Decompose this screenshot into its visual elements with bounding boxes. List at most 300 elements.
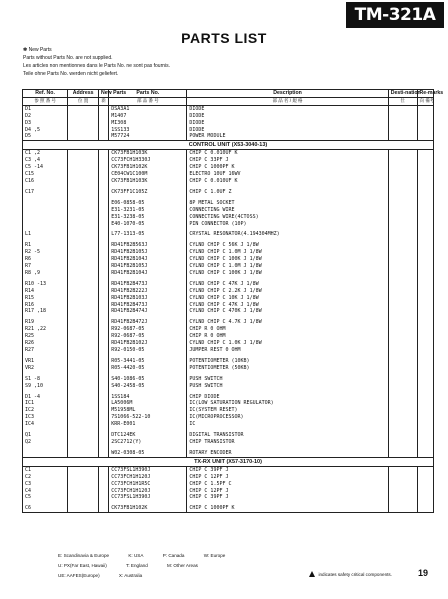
table-row (23, 358, 434, 365)
address-cell (68, 127, 99, 134)
remarks-cell (417, 488, 434, 495)
table-row (23, 113, 434, 120)
description-cell: POWER MODULE (187, 133, 388, 140)
destination-cell (388, 400, 417, 407)
remarks-cell (417, 127, 434, 134)
parts-no-cell: RD41FB2B104J (109, 256, 187, 263)
legend-line (58, 571, 243, 581)
description-cell: JUMPER REST 0 OHM (187, 347, 388, 354)
new-cell (99, 450, 109, 457)
ref-cell: D1 -4 (23, 394, 68, 401)
remarks-cell (417, 365, 434, 372)
new-cell (99, 474, 109, 481)
remarks-cell (417, 214, 434, 221)
header-parts-no: Parts No. (109, 90, 187, 98)
address-cell (68, 358, 99, 365)
header-description: Description (187, 90, 388, 98)
new-cell (99, 171, 109, 178)
ref-cell: C6 (23, 505, 68, 512)
parts-no-cell: RD41FB2B473J (109, 281, 187, 288)
address-cell (68, 214, 99, 221)
description-cell: CONNECTING WIRE(4CTOSS) (187, 214, 388, 221)
description-cell: CYLND CHIP C 470K J 1/8W (187, 308, 388, 315)
destination-cell (388, 288, 417, 295)
parts-no-cell: M57724 (109, 133, 187, 140)
destination-cell (388, 432, 417, 439)
remarks-cell (417, 466, 434, 473)
remarks-cell (417, 178, 434, 185)
ref-cell: R21 ,22 (23, 326, 68, 333)
remarks-cell (417, 383, 434, 390)
parts-no-cell: RD41FB2B472J (109, 319, 187, 326)
table-row (23, 295, 434, 302)
destination-cell (388, 394, 417, 401)
description-cell: CYLND CHIP C 1.0M J 1/8W (187, 249, 388, 256)
new-cell (99, 120, 109, 127)
table-row (23, 319, 434, 326)
parts-no-cell: CK73FB1H103K (109, 178, 187, 185)
new-cell (99, 340, 109, 347)
section-title: TX-RX UNIT (X57-3170-10) (23, 457, 434, 466)
address-cell (68, 383, 99, 390)
ref-cell (23, 214, 68, 221)
description-cell: CHIP C 12PF J (187, 474, 388, 481)
destination-cell (388, 505, 417, 512)
ref-cell: C1 (23, 466, 68, 473)
table-row (23, 214, 434, 221)
address-cell (68, 494, 99, 501)
description-cell: IC(MICROPROCESSOR) (187, 414, 388, 421)
new-cell (99, 133, 109, 140)
legend-item: X: Australia (118, 573, 143, 578)
new-cell (99, 242, 109, 249)
parts-no-cell: R92-0687-05 (109, 333, 187, 340)
destination-cell (388, 407, 417, 414)
parts-no-cell: W02-0308-05 (109, 450, 187, 457)
parts-no-cell: M1407 (109, 113, 187, 120)
table-row (23, 281, 434, 288)
address-cell (68, 171, 99, 178)
address-cell (68, 133, 99, 140)
subheader-remarks: 向 備考 (417, 97, 434, 105)
new-cell (99, 127, 109, 134)
description-cell: CRYSTAL RESONATOR(4.194304MHZ) (187, 231, 388, 238)
remarks-cell (417, 256, 434, 263)
new-cell (99, 281, 109, 288)
remarks-cell (417, 394, 434, 401)
subheader-new: 新 (99, 97, 109, 105)
table-row (23, 200, 434, 207)
new-cell (99, 365, 109, 372)
table-row (23, 414, 434, 421)
remarks-cell (417, 281, 434, 288)
new-cell (99, 207, 109, 214)
ref-cell: R27 (23, 347, 68, 354)
remarks-cell (417, 105, 434, 112)
description-cell: DIODE (187, 127, 388, 134)
description-cell: CHIP TRANSISTOR (187, 439, 388, 446)
remarks-cell (417, 358, 434, 365)
parts-table (22, 89, 444, 513)
remarks-cell (417, 505, 434, 512)
page-title: PARTS LIST (181, 30, 267, 46)
description-cell: ELECTRO 10UF 16WV (187, 171, 388, 178)
new-cell (99, 295, 109, 302)
table-row (23, 178, 434, 185)
legend-item: W: Europe (203, 553, 226, 558)
parts-no-cell: DTC124EK (109, 432, 187, 439)
legend-item: U: PX(Far East, Hawaii) (58, 563, 107, 568)
table-row (23, 383, 434, 390)
destination-cell (388, 295, 417, 302)
parts-no-cell: RD41FB2B222J (109, 288, 187, 295)
destination-cell (388, 302, 417, 309)
destination-cell (388, 263, 417, 270)
table-row (23, 263, 434, 270)
description-cell: ROTARY ENCODER (187, 450, 388, 457)
header-address: Address (68, 90, 99, 98)
table-row (23, 481, 434, 488)
address-cell (68, 439, 99, 446)
address-cell (68, 263, 99, 270)
table-row (23, 231, 434, 238)
new-cell (99, 400, 109, 407)
table-subheader-row (23, 97, 434, 105)
destination-cell (388, 450, 417, 457)
remarks-cell (417, 308, 434, 315)
table-row (23, 450, 434, 457)
ref-cell: R25 (23, 333, 68, 340)
address-cell (68, 178, 99, 185)
subheader-destination: 仕 (388, 97, 417, 105)
parts-no-cell: R05-3441-05 (109, 358, 187, 365)
parts-no-cell: CE04CW1C100M (109, 171, 187, 178)
destination-cell (388, 466, 417, 473)
ref-cell: C5 (23, 494, 68, 501)
address-cell (68, 242, 99, 249)
address-cell (68, 394, 99, 401)
address-cell (68, 365, 99, 372)
address-cell (68, 256, 99, 263)
address-cell (68, 221, 99, 228)
subheader-description: 部 品 名 / 規 格 (187, 97, 388, 105)
destination-cell (388, 333, 417, 340)
ref-cell: R2 -5 (23, 249, 68, 256)
parts-table-body (23, 105, 434, 512)
ref-cell: D5 (23, 133, 68, 140)
table-row (23, 288, 434, 295)
description-cell: CHIP C 39PF J (187, 494, 388, 501)
section-header-row (23, 141, 434, 150)
ref-cell: R17 ,18 (23, 308, 68, 315)
address-cell (68, 207, 99, 214)
parts-no-cell: 7S1066-522-10 (109, 414, 187, 421)
address-cell (68, 157, 99, 164)
destination-cell (388, 421, 417, 428)
ref-cell: C17 (23, 189, 68, 196)
new-cell (99, 308, 109, 315)
ref-cell: C15 (23, 171, 68, 178)
ref-cell: R14 (23, 288, 68, 295)
new-cell (99, 221, 109, 228)
new-cell (99, 256, 109, 263)
ref-cell: R7 (23, 263, 68, 270)
description-cell: DIODE (187, 105, 388, 112)
section-title: CONTROL UNIT (X53-3040-13) (23, 141, 434, 150)
destination-cell (388, 242, 417, 249)
new-cell (99, 333, 109, 340)
parts-no-cell: CC73FCH1H120J (109, 474, 187, 481)
address-cell (68, 474, 99, 481)
address-cell (68, 481, 99, 488)
new-cell (99, 263, 109, 270)
address-cell (68, 347, 99, 354)
parts-no-cell: CC73FCH1H330J (109, 157, 187, 164)
ref-cell: C2 (23, 474, 68, 481)
new-cell (99, 157, 109, 164)
table-row (23, 270, 434, 277)
address-cell (68, 120, 99, 127)
table-row (23, 308, 434, 315)
address-cell (68, 376, 99, 383)
parts-no-cell: KRR-E001 (109, 421, 187, 428)
destination-cell (388, 105, 417, 112)
new-cell (99, 231, 109, 238)
new-cell (99, 383, 109, 390)
parts-no-cell: RD41FB2B103J (109, 295, 187, 302)
description-cell: CHIP DIODE (187, 394, 388, 401)
new-cell (99, 488, 109, 495)
destination-cell (388, 231, 417, 238)
ref-cell: VR1 (23, 358, 68, 365)
new-cell (99, 421, 109, 428)
table-row (23, 242, 434, 249)
table-row (23, 432, 434, 439)
destination-cell (388, 207, 417, 214)
ref-cell (23, 450, 68, 457)
parts-no-cell: CC73FCH1H120J (109, 488, 187, 495)
address-cell (68, 407, 99, 414)
legend-line (58, 551, 243, 561)
destination-cell (388, 326, 417, 333)
address-cell (68, 105, 99, 112)
parts-no-cell: CC73FCH1H1R5C (109, 481, 187, 488)
destination-legend (58, 551, 243, 581)
ref-cell: C3 ,4 (23, 157, 68, 164)
parts-no-cell: RD41FB2B104J (109, 270, 187, 277)
new-cell (99, 432, 109, 439)
destination-cell (388, 249, 417, 256)
table-row (23, 494, 434, 501)
description-cell: CYLND CHIP C 100K J 1/8W (187, 270, 388, 277)
address-cell (68, 113, 99, 120)
destination-cell (388, 308, 417, 315)
remarks-cell (417, 421, 434, 428)
table-row (23, 105, 434, 112)
address-cell (68, 200, 99, 207)
new-cell (99, 200, 109, 207)
table-row (23, 120, 434, 127)
description-cell: CYLND CHIP C 4.7K J 1/8W (187, 319, 388, 326)
ref-cell: R1 (23, 242, 68, 249)
destination-cell (388, 256, 417, 263)
parts-no-cell: S40-1086-05 (109, 376, 187, 383)
parts-no-cell: M51958ML (109, 407, 187, 414)
new-cell (99, 376, 109, 383)
ref-cell: R16 (23, 302, 68, 309)
new-cell (99, 394, 109, 401)
parts-no-cell: CK73FB1H103K (109, 150, 187, 157)
parts-no-cell: LA5006M (109, 400, 187, 407)
description-cell: CHIP C 0.010UF K (187, 178, 388, 185)
destination-cell (388, 133, 417, 140)
header-ref: Ref. No. (23, 90, 68, 98)
description-cell: DIODE (187, 120, 388, 127)
legend-item: P: Canada (162, 553, 185, 558)
remarks-cell (417, 376, 434, 383)
table-row (23, 407, 434, 414)
destination-cell (388, 200, 417, 207)
destination-cell (388, 340, 417, 347)
table-row (23, 340, 434, 347)
table-row (23, 466, 434, 473)
address-cell (68, 295, 99, 302)
parts-no-cell: R92-0150-05 (109, 347, 187, 354)
remarks-cell (417, 340, 434, 347)
ref-cell: IC4 (23, 421, 68, 428)
new-cell (99, 288, 109, 295)
table-row (23, 207, 434, 214)
table-row (23, 421, 434, 428)
table-row (23, 505, 434, 512)
ref-cell: C5 -14 (23, 164, 68, 171)
new-cell (99, 505, 109, 512)
address-cell (68, 270, 99, 277)
address-cell (68, 505, 99, 512)
table-row (23, 157, 434, 164)
description-cell: CHIP C 12PF J (187, 488, 388, 495)
table-row (23, 474, 434, 481)
description-cell: CHIP C 1.0UF Z (187, 189, 388, 196)
description-cell: CONNECTING WIRE (187, 207, 388, 214)
destination-cell (388, 347, 417, 354)
model-label: TM-321A (346, 2, 444, 28)
safety-note-text: indicates safety critical components. (318, 571, 392, 577)
address-cell (68, 231, 99, 238)
table-row (23, 221, 434, 228)
new-cell (99, 481, 109, 488)
description-cell: CHIP C 39PF J (187, 466, 388, 473)
address-cell (68, 302, 99, 309)
address-cell (68, 249, 99, 256)
address-cell (68, 488, 99, 495)
parts-no-cell: CK73FF1C105Z (109, 189, 187, 196)
parts-no-cell: RD41FB2B105J (109, 263, 187, 270)
ref-cell: C4 (23, 488, 68, 495)
destination-cell (388, 127, 417, 134)
description-cell: CHIP C 1000PF K (187, 505, 388, 512)
remarks-cell (417, 171, 434, 178)
address-cell (68, 450, 99, 457)
new-cell (99, 164, 109, 171)
remarks-cell (417, 400, 434, 407)
new-cell (99, 494, 109, 501)
ref-cell: L1 (23, 231, 68, 238)
remarks-cell (417, 150, 434, 157)
new-cell (99, 407, 109, 414)
ref-cell: R8 ,9 (23, 270, 68, 277)
ref-cell: R26 (23, 340, 68, 347)
new-cell (99, 214, 109, 221)
remarks-cell (417, 326, 434, 333)
remarks-cell (417, 288, 434, 295)
ref-cell: R6 (23, 256, 68, 263)
parts-no-cell: CC73FSL1H390J (109, 466, 187, 473)
new-cell (99, 439, 109, 446)
ref-cell: D4 ,5 (23, 127, 68, 134)
table-row (23, 394, 434, 401)
table-row (23, 164, 434, 171)
table-row (23, 171, 434, 178)
ref-cell (23, 200, 68, 207)
address-cell (68, 308, 99, 315)
subheader-address: 位 置 (68, 97, 99, 105)
table-row (23, 333, 434, 340)
legend-item: UE: AAFES(Europe) (58, 573, 100, 578)
table-row (23, 189, 434, 196)
new-cell (99, 105, 109, 112)
parts-no-cell: 1SS133 (109, 127, 187, 134)
address-cell (68, 333, 99, 340)
destination-cell (388, 481, 417, 488)
new-cell (99, 347, 109, 354)
destination-cell (388, 113, 417, 120)
parts-no-cell: RD41FB2B105J (109, 249, 187, 256)
remarks-cell (417, 270, 434, 277)
destination-cell (388, 383, 417, 390)
description-cell: IC(SYSTEM RESET) (187, 407, 388, 414)
new-cell (99, 358, 109, 365)
legend-line (58, 561, 243, 571)
destination-cell (388, 157, 417, 164)
ref-cell: C3 (23, 481, 68, 488)
new-cell (99, 113, 109, 120)
legend-item: E: Scandinavia & Europe (58, 553, 110, 558)
address-cell (68, 400, 99, 407)
remarks-cell (417, 157, 434, 164)
remarks-cell (417, 407, 434, 414)
description-cell: CHIP C 0.010UF K (187, 150, 388, 157)
remarks-cell (417, 120, 434, 127)
ref-cell: R10 -13 (23, 281, 68, 288)
remarks-cell (417, 302, 434, 309)
parts-no-cell: RD41FB2B102J (109, 340, 187, 347)
description-cell: PUSH SWITCH (187, 383, 388, 390)
legend-item: K: USA (128, 553, 144, 558)
parts-no-cell: L77-1313-05 (109, 231, 187, 238)
destination-cell (388, 358, 417, 365)
description-cell: IC(LOW SATURATION REGULATOR) (187, 400, 388, 407)
ref-cell: Q1 (23, 432, 68, 439)
ref-cell: D3 (23, 120, 68, 127)
ref-cell: IC2 (23, 407, 68, 414)
parts-no-cell: 1SS184 (109, 394, 187, 401)
description-cell: PIN CONNECTOR (10P) (187, 221, 388, 228)
destination-cell (388, 221, 417, 228)
ref-cell: D1 (23, 105, 68, 112)
destination-cell (388, 414, 417, 421)
remarks-cell (417, 432, 434, 439)
